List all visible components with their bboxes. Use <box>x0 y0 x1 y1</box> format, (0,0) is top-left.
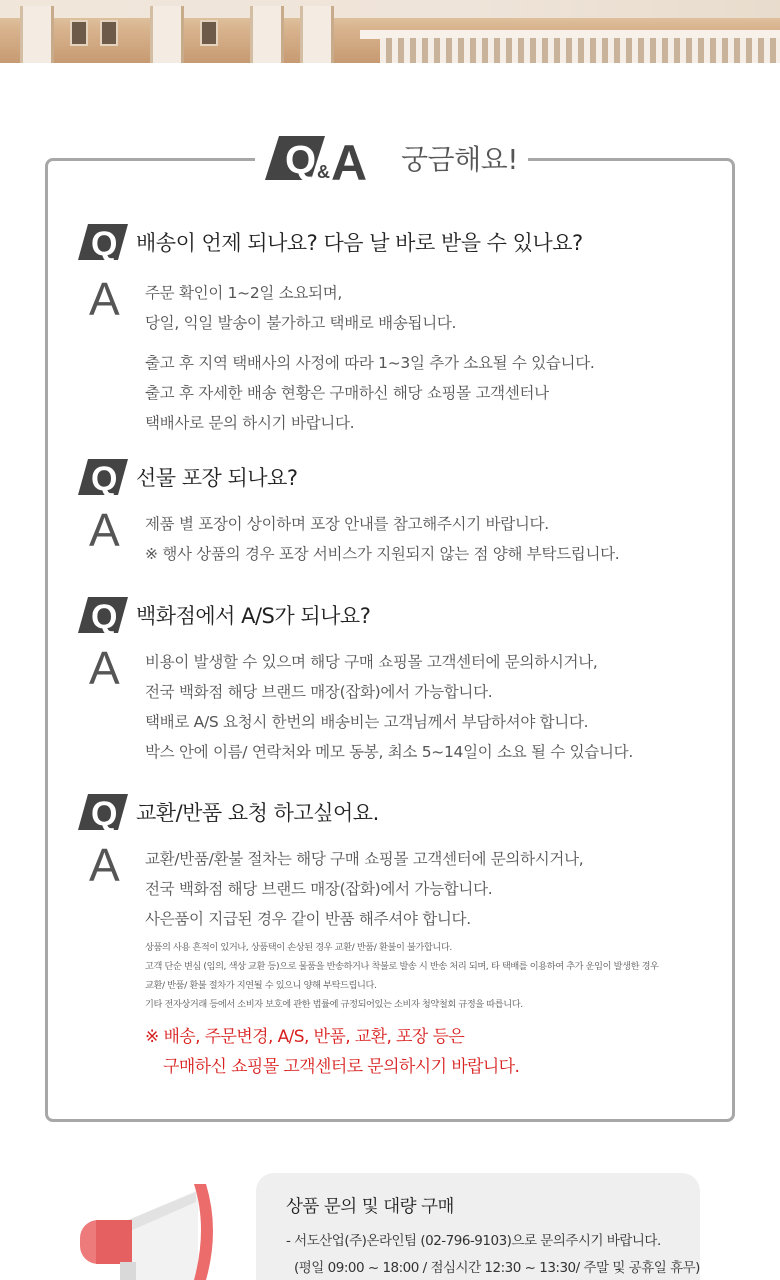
qa-item <box>78 593 718 767</box>
answer-line: 박스 안에 이름/ 연락처와 메모 동봉, 최소 5~14일이 소요 될 수 있습니다. <box>145 743 633 761</box>
answer-mark: A <box>89 273 120 325</box>
megaphone-icon <box>80 1176 270 1280</box>
answer-line: 당일, 익일 발송이 불가하고 택배로 배송됩니다. <box>145 314 457 332</box>
contact-title: 상품 문의 및 대량 구매 <box>286 1197 454 1217</box>
question-text: 백화점에서 A/S가 되나요? <box>136 604 371 628</box>
contact-bubble <box>256 1173 700 1280</box>
question-text: 선물 포장 되나요? <box>136 466 298 490</box>
question-text: 교환/반품 요청 하고싶어요. <box>136 801 379 825</box>
answer-line: ※ 행사 상품의 경우 포장 서비스가 지원되지 않는 점 양해 부탁드립니다. <box>145 545 620 563</box>
notice-line: ※ 배송, 주문변경, A/S, 반품, 교환, 포장 등은 <box>145 1027 465 1047</box>
answer-line: 교환/반품/환불 절차는 해당 구매 쇼핑몰 고객센터에 문의하시거나, <box>145 850 584 868</box>
page-title: 궁금해요! <box>401 143 518 176</box>
answer-line: 택배로 A/S 요청시 한번의 배송비는 고객님께서 부담하셔야 합니다. <box>145 713 589 731</box>
qa-logo-text: Q <box>285 138 317 182</box>
svg-text:Q: Q <box>91 225 118 263</box>
answer-mark: A <box>89 504 120 556</box>
answer-line: 전국 백화점 해당 브랜드 매장(잡화)에서 가능합니다. <box>145 683 493 701</box>
answer-mark: A <box>89 839 120 891</box>
answer-line: 사은품이 지급된 경우 같이 반품 해주셔야 합니다. <box>145 910 471 928</box>
qa-item <box>78 455 718 569</box>
answer-line: 택배사로 문의 하시기 바랍니다. <box>145 414 355 432</box>
fine-print-line: 상품의 사용 흔적이 있거나, 상품택이 손상된 경우 교환/ 반품/ 환불이 불가합니다. <box>145 942 452 953</box>
svg-text:Q: Q <box>91 795 118 833</box>
qa-item <box>78 220 718 438</box>
fine-print-line: 기타 전자상거래 등에서 소비자 보호에 관한 법률에 규정되어있는 소비자 청약철회 규정을 따릅니다. <box>145 999 523 1010</box>
answer-line: 출고 후 지역 택배사의 사정에 따라 1~3일 추가 소요될 수 있습니다. <box>145 354 595 372</box>
question-mark-icon <box>78 220 128 264</box>
qa-logo-icon <box>265 128 389 188</box>
question-mark-icon <box>78 455 128 499</box>
answer-line: 전국 백화점 해당 브랜드 매장(잡화)에서 가능합니다. <box>145 880 493 898</box>
svg-text:A: A <box>331 135 368 188</box>
question-mark-icon <box>78 790 128 834</box>
qa-item <box>78 790 718 1082</box>
contact-line: - 서도산업(주)온라인팀 (02-796-9103)으로 문의주시기 바랍니다. <box>286 1233 661 1249</box>
hero-banner-image <box>0 0 780 63</box>
fine-print-line: 고객 단순 변심 (임의, 색상 교환 등)으로 물품을 반송하거나 착불로 발송 시 반송 처리 되며, 타 택배를 이용하여 추가 운임이 발생한 경우 <box>145 961 659 972</box>
answer-line: 출고 후 자세한 배송 현황은 구매하신 해당 쇼핑몰 고객센터나 <box>145 384 549 402</box>
svg-text:&: & <box>317 162 330 182</box>
answer-mark: A <box>89 642 120 694</box>
fine-print-line: 교환/ 반품/ 환불 절차가 지연될 수 있으니 양해 부탁드립니다. <box>145 980 377 991</box>
answer-line: 주문 확인이 1~2일 소요되며, <box>145 284 343 302</box>
contact-hours: (평일 09:00 ~ 18:00 / 점심시간 12:30 ~ 13:30/ 주말 및 공휴일 휴무) <box>294 1260 700 1276</box>
qa-header <box>255 128 528 188</box>
svg-text:Q: Q <box>91 460 118 498</box>
answer-line: 비용이 발생할 수 있으며 해당 구매 쇼핑몰 고객센터에 문의하시거나, <box>145 653 598 671</box>
svg-text:Q: Q <box>91 598 118 636</box>
answer-line: 제품 별 포장이 상이하며 포장 안내를 참고해주시기 바랍니다. <box>145 515 549 533</box>
question-mark-icon <box>78 593 128 637</box>
notice-line: 구매하신 쇼핑몰 고객센터로 문의하시기 바랍니다. <box>163 1057 520 1077</box>
question-text: 배송이 언제 되나요? 다음 날 바로 받을 수 있나요? <box>136 231 583 255</box>
